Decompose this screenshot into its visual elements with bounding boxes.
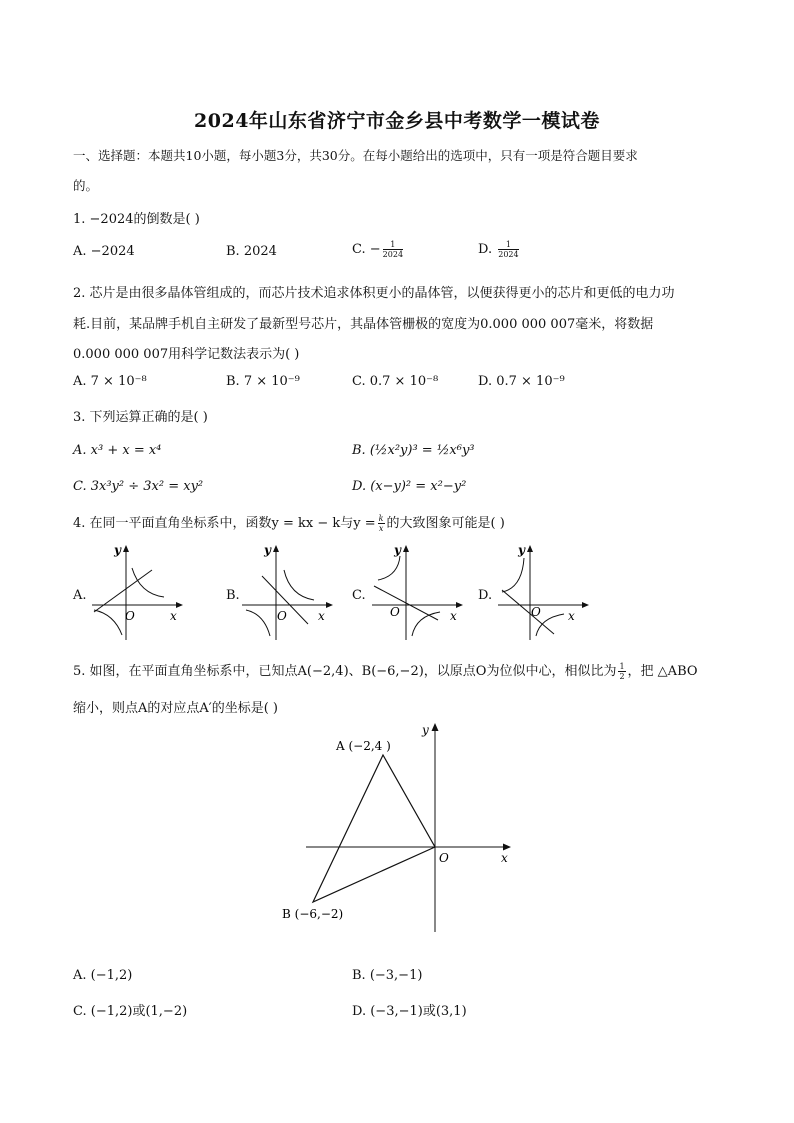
q2-option-b[interactable]: B. 7 × 10⁻⁹ [226, 374, 300, 389]
q1-option-d-fraction: $\frac{1}{2024}$ [498, 240, 519, 259]
page-title: 2024年山东省济宁市金乡县中考数学一模试卷 [194, 110, 600, 132]
q2-stem-line3: 0.000 000 007用科学记数法表示为( ) [73, 347, 300, 362]
q3-stem: 3. 下列运算正确的是( ) [73, 410, 208, 425]
q4a-origin-label: O [125, 609, 135, 623]
q5-y-label: y [422, 723, 429, 737]
q5-origin-label: O [439, 851, 449, 865]
q5-x-label: x [501, 851, 508, 865]
q2-option-d[interactable]: D. 0.7 × 10⁻⁹ [478, 374, 565, 389]
q4-stem [73, 512, 505, 533]
q4-graph-b [238, 540, 338, 644]
section-instructions: 一、选择题：本题共10小题，每小题3分，共30分。在每小题给出的选项中，只有一项是符合题目要求 [73, 148, 638, 163]
q1-option-a[interactable]: A. −2024 [73, 244, 135, 259]
q4-option-b[interactable]: B. [226, 588, 240, 603]
q4c-y-label: y [394, 543, 401, 557]
q1-option-d-letter: D. [478, 242, 493, 257]
q5-option-d[interactable]: D. (−3,−1)或(3,1) [352, 1004, 467, 1019]
q5-option-b[interactable]: B. (−3,−1) [352, 968, 423, 983]
section-instructions-cont: 的。 [73, 178, 99, 193]
q4-graph-d [494, 540, 594, 644]
q1-option-c[interactable] [352, 240, 405, 259]
q4b-y-label: y [264, 543, 271, 557]
q4-graph-a [88, 540, 188, 644]
q1-option-d[interactable] [478, 240, 521, 259]
q1-stem: 1. −2024的倒数是( ) [73, 212, 200, 227]
q4-stem-fraction: $\frac{k}{x}$ [378, 514, 384, 533]
q5-stem-line1 [73, 660, 698, 681]
q5-point-b-label: B (−6,−2) [282, 907, 344, 921]
q2-stem-line2: 耗.目前，某品牌手机自主研发了最新型号芯片，其晶体管栅极的宽度为0.000 000 007毫米，将数据 [73, 317, 654, 332]
q1-option-c-letter: C. [352, 242, 366, 257]
q4-graph-c [368, 540, 468, 644]
q1-option-c-fraction: $\frac{1}{2024}$ [382, 240, 404, 259]
q4-stem-text-end: 的大致图象可能是( ) [386, 516, 505, 531]
q4b-x-label: x [318, 609, 325, 623]
q4d-x-label: x [568, 609, 575, 623]
q5-option-c[interactable]: C. (−1,2)或(1,−2) [73, 1004, 188, 1019]
q5-stem-text: 5. 如图，在平面直角坐标系中，已知点A(−2,4)、B(−6,−2)，以原点O为位似中心，相似比为 [73, 664, 617, 679]
q4c-origin-label: O [390, 605, 400, 619]
q5-ratio-fraction: $\frac{1}{2}$ [619, 662, 625, 681]
q5-diagram [276, 716, 526, 938]
q1-option-c-sign: − [369, 242, 381, 257]
q4-option-c[interactable]: C. [352, 588, 366, 603]
q3-option-b[interactable]: B. (½x²y)³ = ½x⁶y³ [352, 443, 475, 458]
q3-option-d[interactable]: D. (x−y)² = x²−y² [352, 479, 467, 494]
q4-option-a[interactable]: A. [73, 588, 87, 603]
q4c-x-label: x [450, 609, 457, 623]
q2-option-a[interactable]: A. 7 × 10⁻⁸ [73, 374, 147, 389]
q5-stem-line2: 缩小，则点A的对应点A′的坐标是( ) [73, 701, 279, 716]
q5-point-a-label: A (−2,4 ) [336, 739, 391, 753]
q5-stem-text-end: ，把 △ABO [627, 664, 698, 679]
q4-option-d[interactable]: D. [478, 588, 493, 603]
q4b-origin-label: O [277, 609, 287, 623]
q4d-origin-label: O [531, 605, 541, 619]
q1-option-b[interactable]: B. 2024 [226, 244, 277, 259]
q3-option-c[interactable]: C. 3x³y² ÷ 3x² = xy² [73, 479, 204, 494]
q4-stem-text: 4. 在同一平面直角坐标系中，函数y = kx − k与y = [73, 516, 376, 531]
q5-option-a[interactable]: A. (−1,2) [73, 968, 133, 983]
q4a-x-label: x [170, 609, 177, 623]
q4d-y-label: y [518, 543, 525, 557]
q2-option-c[interactable]: C. 0.7 × 10⁻⁸ [352, 374, 439, 389]
q3-option-a[interactable]: A. x³ + x = x⁴ [73, 443, 162, 458]
q2-stem-line1: 2. 芯片是由很多晶体管组成的，而芯片技术追求体积更小的晶体管，以便获得更小的芯片和更低的电力功 [73, 286, 675, 301]
q4a-y-label: y [114, 543, 121, 557]
